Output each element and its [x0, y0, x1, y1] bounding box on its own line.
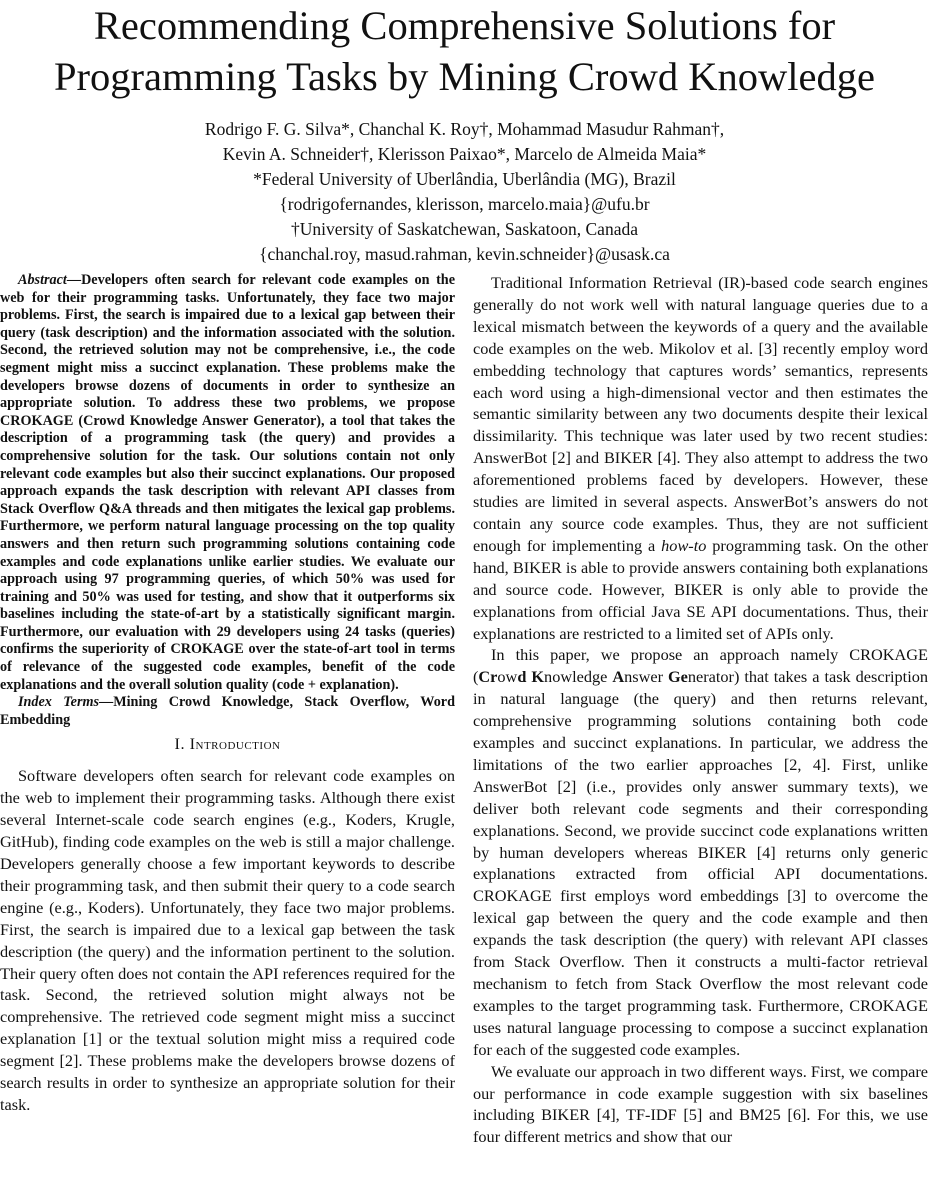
- abstract-label: Abstract: [18, 272, 67, 288]
- affiliation-2: †University of Saskatchewan, Saskatoon, Canada: [290, 219, 638, 239]
- index-terms: [0, 694, 455, 729]
- authors-line-1: Rodrigo F. G. Silva*, Chanchal K. Roy†, Mohammad Masudur Rahman†,: [204, 119, 725, 139]
- abstract-text: —Developers often search for relevant code examples on the web for their programming tasks. Unfortunately, they face two major problems. First, the search is impaired due to a lexical gap between their query (task description) and the information associated with the solution. Second, the retrieved solution may not be comprehensive, i.e., the code segment might miss a succinct explanation. These problems make the developers browse dozens of documents in order to synthesize an appropriate solution. To address these two problems, we propose CROKAGE (Crowd Knowledge Answer Generator), a tool that takes the description of a programming task (the query) and provides a comprehensive solution for the task. Our solutions contain not only relevant code examples but also their succinct explanations. Our proposed approach expands the task description with relevant API classes from Stack Overflow Q&A threads and then mitigates the lexical gap problems. Furthermore, we perform natural language processing on the top quality answers and then return such programming solutions containing code examples and code explanations unlike earlier studies. We evaluate our approach using 97 programming queries, of which 50% was used for training and 50% was used for testing, and show that it outperforms six baselines including the state-of-art by a statistically significant margin. Furthermore, our evaluation with 29 developers using 24 tasks (queries) confirms the superiority of CROKAGE over the state-of-art tool in terms of relevance of the suggested code examples, benefit of the code explanations and the overall solution quality (code + explanation).: [0, 272, 455, 693]
- title-line-1: Recommending Comprehensive Solutions for: [93, 3, 836, 48]
- text-span: nswer: [624, 667, 668, 687]
- emails-1: {rodrigofernandes, klerisson, marcelo.maia}@ufu.br: [279, 194, 650, 214]
- text-span: ow: [497, 667, 518, 687]
- authors-line-2: Kevin A. Schneider†, Klerisson Paixao*, Marcelo de Almeida Maia*: [222, 144, 707, 164]
- text-span: In this paper, we propose an approach namely CROKAGE (: [473, 645, 928, 687]
- right-column: [473, 272, 928, 1148]
- left-column: [0, 272, 455, 1116]
- emails-2: {chanchal.roy, masud.rahman, kevin.schneider}@usask.ca: [259, 244, 670, 264]
- author-block: [0, 117, 929, 267]
- text-span: programming task. On the other hand, BIKER is able to provide answers containing both explanations and source code. However, BIKER is only able to provide the explanations from official Java SE API documentations. Thus, their explanations are restricted to a limited set of APIs only.: [473, 535, 929, 643]
- bold-letter: K: [531, 667, 545, 687]
- bold-letter: A: [612, 667, 625, 687]
- intro-paragraph-2: [473, 272, 928, 644]
- affiliation-1: *Federal University of Uberlândia, Uberlândia (MG), Brazil: [253, 169, 676, 189]
- bold-letter: Cr: [478, 667, 498, 687]
- title-line-2: Programming Tasks by Mining Crowd Knowledge: [54, 54, 875, 99]
- text-span: nerator) that takes a task description in natural language (the query) and then returns relevant, comprehensive programming solutions containing both code examples and succinct explanations. In particular, we address the limitations of the two earlier approaches [2, 4]. First, unlike AnswerBot [2] (i.e., provides only answer summary texts), we deliver both relevant code segments and their corresponding explanations. Second, we provide succinct code explanations written by human developers whereas BIKER [4] returns only generic explanations extracted from official API documentations. CROKAGE first employs word embeddings [3] to overcome the lexical gap between the query and the code example and then expands the task description (the query) with relevant API classes from Stack Overflow. Then it constructs a multi-factor retrieval mechanism to fetch from Stack Overflow the most relevant code examples to the target programming task. Furthermore, CROKAGE uses natural language processing to compose a succinct explanation for each of the suggested code examples.: [473, 667, 929, 1059]
- paper-title: [0, 0, 929, 102]
- intro-paragraph-4: We evaluate our approach in two different ways. First, we compare our performance in code example suggestion with six baselines including BIKER [4], TF-IDF [5] and BM25 [6]. For this, we use four different metrics and show that our: [473, 1061, 928, 1147]
- index-terms-label: Index Terms: [18, 694, 100, 711]
- text-span: nowledge: [544, 667, 613, 687]
- text-span: Traditional Information Retrieval (IR)-based code search engines generally do not work well with natural language queries due to a lexical mismatch between the keywords of a query and the available code examples on the web. Mikolov et al. [3] recently employ word embedding technology that captures words’ semantics, represents each word using a high-dimensional vector and then estimates the semantic similarity between any two documents despite their lexical dissimilarity. This technique was later used by two recent studies: AnswerBot [2] and BIKER [4]. They also attempt to address the two aforementioned problems faced by developers. However, these studies are limited in several aspects. AnswerBot’s answers do not contain any source code examples. Thus, they are not sufficient enough for implementing a: [473, 273, 928, 555]
- bold-letter: Ge: [667, 667, 688, 687]
- bold-letter: d: [517, 667, 527, 687]
- section-heading-introduction: I. Introduction: [174, 734, 281, 754]
- emphasis: how-to: [661, 535, 707, 555]
- abstract: [0, 272, 455, 694]
- index-terms-text: —Mining Crowd Knowledge, Stack Overflow, Word Embedding: [0, 694, 455, 728]
- intro-paragraph-1: Software developers often search for relevant code examples on the web to implement their programming tasks. Although there exist several Internet-scale code search engines (e.g., Koders, Krugle, GitHub), finding code examples on the web is still a major challenge. Developers generally choose a few important keywords to describe their programming task, and then submit their query to a code search engine (e.g., Koders). Unfortunately, they face two major problems. First, the search is impaired due to a lexical gap between the task description (the query) and the information pertinent to the solution. Their query often does not contain the API references required for the task. Second, the retrieved solution might always not be comprehensive. The retrieved code segment might miss a succinct explanation [1] or the textual solution might miss a required code segment [2]. These problems make the developers browse dozens of search results in order to synthesize an appropriate solution for their task.: [0, 766, 455, 1114]
- intro-paragraph-3: [473, 644, 928, 1060]
